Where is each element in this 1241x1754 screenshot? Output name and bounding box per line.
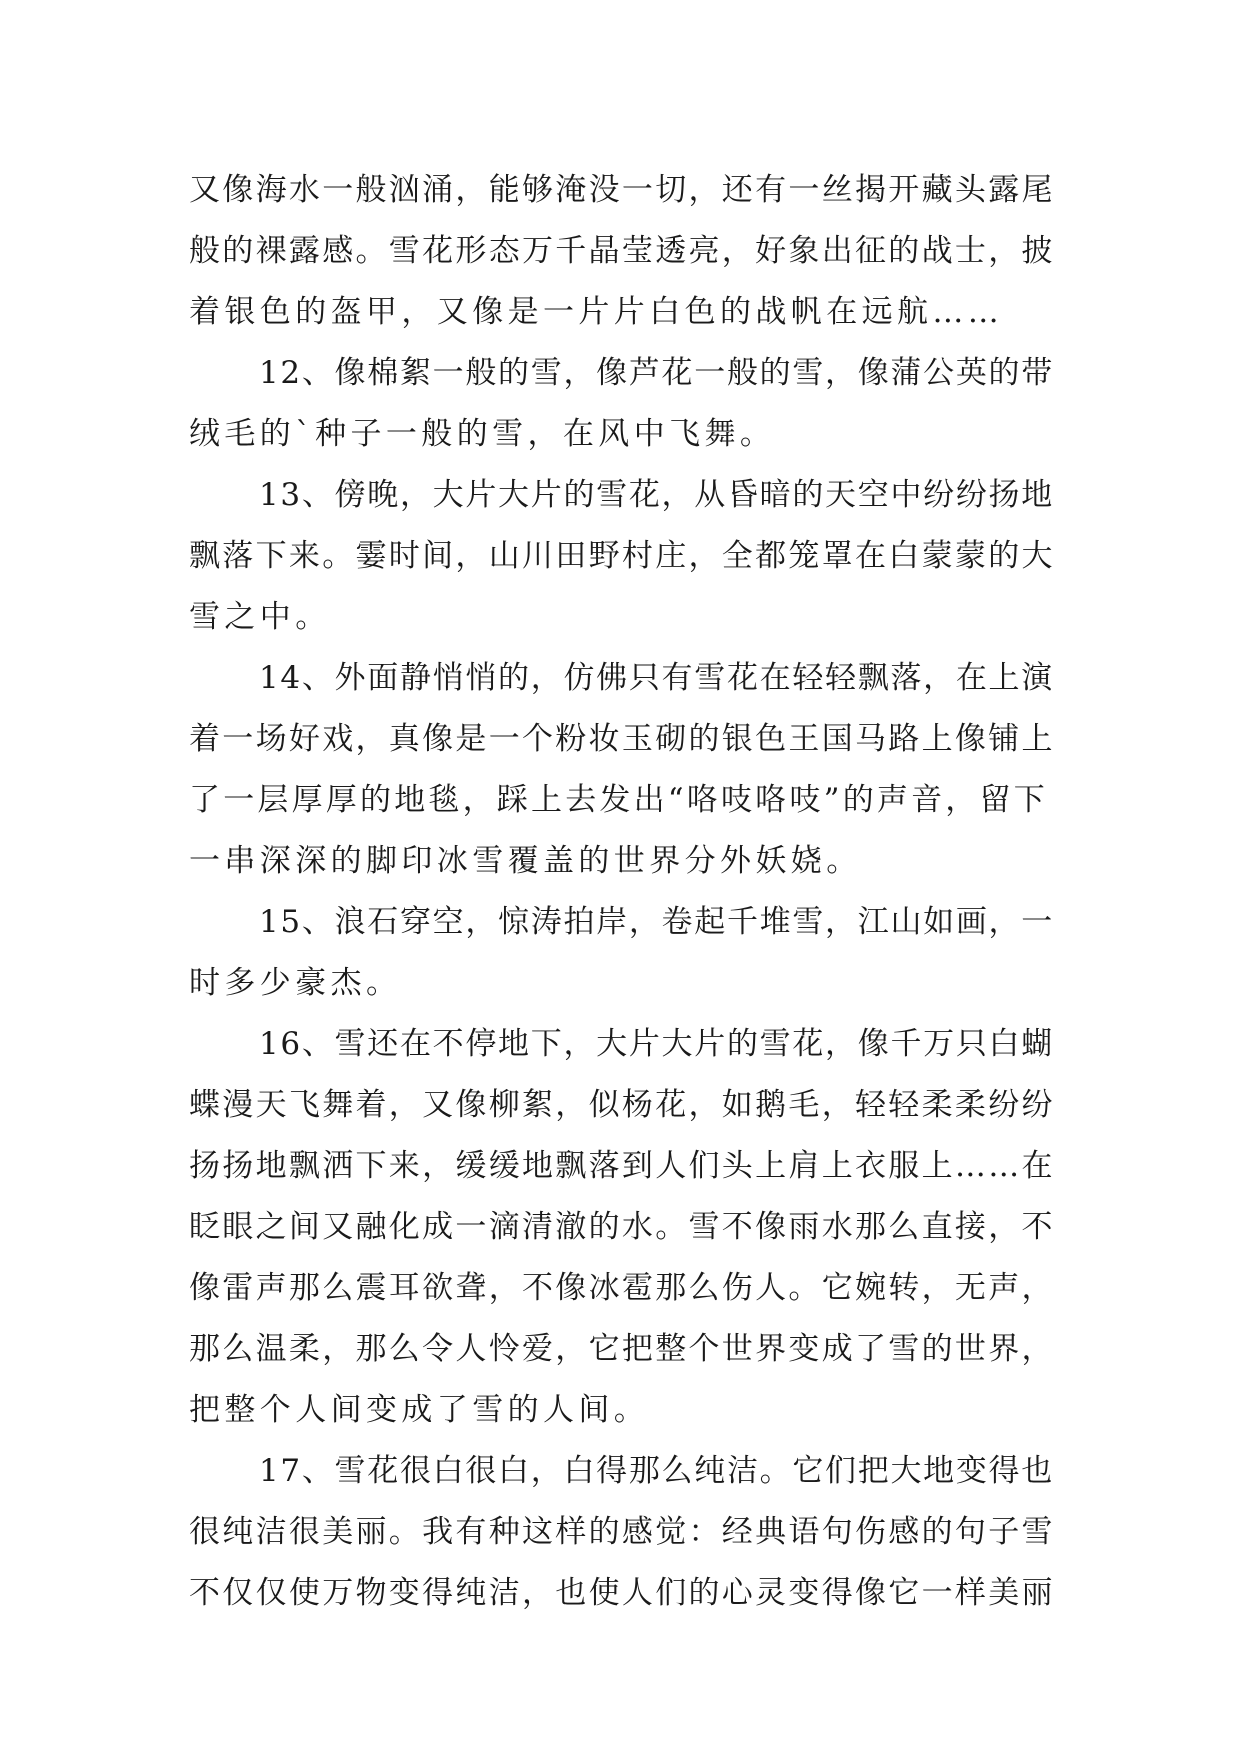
paragraph-first-line: 14、外面静悄悄的，仿佛只有雪花在轻轻飘落，在上演 [259,660,1054,696]
text-line: 那么温柔，那么令人怜爱，它把整个世界变成了雪的世界， [189,1331,1055,1367]
paragraph-first-line: 13、傍晚，大片大片的雪花，从昏暗的天空中纷纷扬地 [259,477,1054,513]
text-line: 像雷声那么震耳欲聋，不像冰雹那么伤人。它婉转，无声， [189,1270,1055,1306]
text-line: 般的裸露感。雪花形态万千晶莹透亮，好象出征的战士，披 [189,233,1055,269]
text-line: 一串深深的脚印冰雪覆盖的世界分外妖娆。 [189,843,862,879]
text-line: 时多少豪杰。 [189,965,402,1001]
text-line: 飘落下来。霎时间，山川田野村庄，全都笼罩在白蒙蒙的大 [189,538,1055,574]
text-line: 了一层厚厚的地毯，踩上去发出“咯吱咯吱”的声音，留下 [189,782,1048,818]
text-line: 蝶漫天飞舞着，又像柳絮，似杨花，如鹅毛，轻轻柔柔纷纷 [189,1087,1055,1123]
text-line: 扬扬地飘洒下来，缓缓地飘落到人们头上肩上衣服上……在 [189,1148,1055,1184]
text-line: 眨眼之间又融化成一滴清澈的水。雪不像雨水那么直接，不 [189,1209,1055,1245]
text-line: 着银色的盔甲，又像是一片片白色的战帆在远航…… [189,294,1004,330]
text-line: 不仅仅使万物变得纯洁，也使人们的心灵变得像它一样美丽 [189,1575,1055,1611]
text-line: 把整个人间变成了雪的人间。 [189,1392,650,1428]
paragraph-first-line: 15、浪石穿空，惊涛拍岸，卷起千堆雪，江山如画，一 [259,904,1054,940]
paragraph-first-line: 16、雪还在不停地下，大片大片的雪花，像千万只白蝴 [259,1026,1054,1062]
text-line: 又像海水一般汹涌，能够淹没一切，还有一丝揭开藏头露尾 [189,172,1055,208]
paragraph-first-line: 17、雪花很白很白，白得那么纯洁。它们把大地变得也 [259,1453,1054,1489]
text-line: 着一场好戏，真像是一个粉妆玉砌的银色王国马路上像铺上 [189,721,1055,757]
text-line: 绒毛的`种子一般的雪，在风中飞舞。 [189,416,776,452]
paragraph-first-line: 12、像棉絮一般的雪，像芦花一般的雪，像蒲公英的带 [259,355,1054,391]
body-text [189,160,1055,1624]
text-line: 很纯洁很美丽。我有种这样的感觉：经典语句伤感的句子雪 [189,1514,1055,1550]
text-line: 雪之中。 [189,599,331,635]
